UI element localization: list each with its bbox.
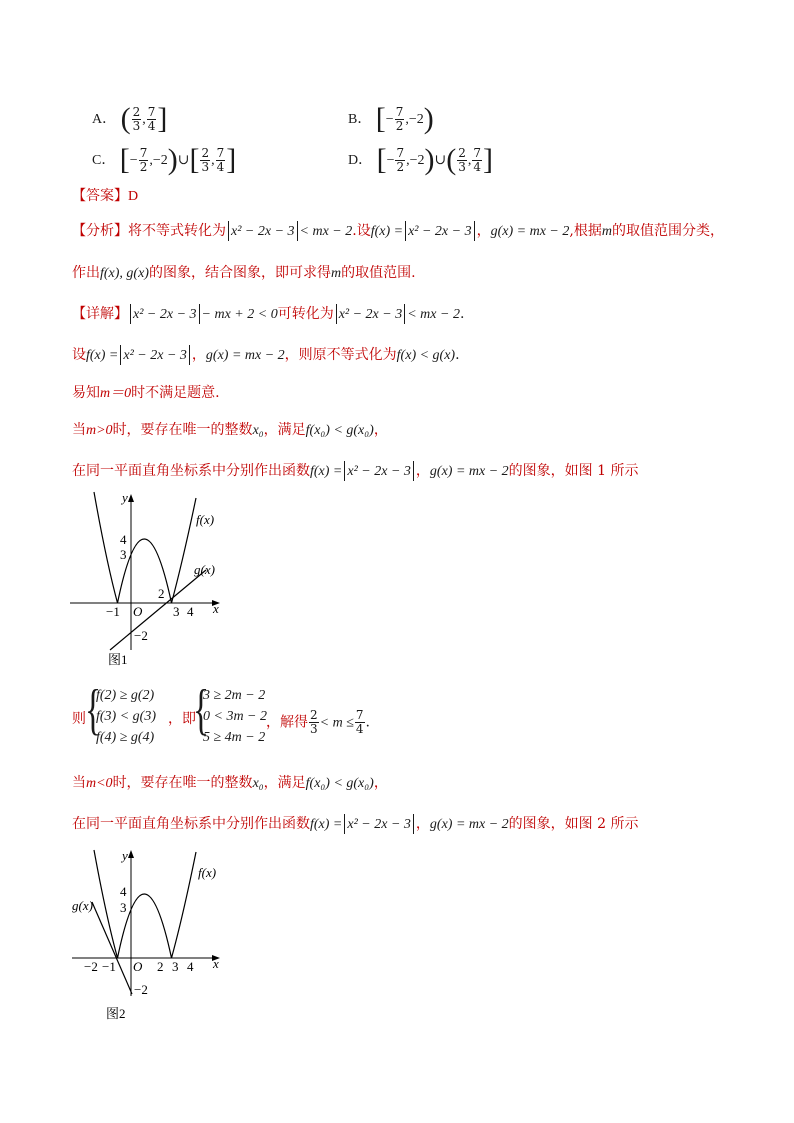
tick-y-4: 4 — [120, 532, 127, 547]
system-ie: ，即 — [168, 711, 196, 727]
tick-y-3: 3 — [120, 900, 127, 915]
detail-line-2: 设f(x) = x² − 2x − 3 ，g(x) = mx − 2，则原不等式化为f(x) < g(x). — [72, 347, 460, 363]
answer-line — [72, 186, 138, 207]
figure-2-caption: 图2 — [106, 1006, 126, 1021]
answer-value: D — [128, 189, 139, 204]
sys2-line-1: 3 ≥ 2m − 2 — [203, 688, 266, 703]
g-label: g(x) — [194, 562, 215, 577]
tick-2: 2 — [158, 586, 165, 601]
fraction-7-2: $\frac{7}{2}$ — [395, 104, 404, 133]
y-axis-label: y — [122, 848, 128, 863]
option-a-label: A． — [92, 112, 117, 127]
detail-line-4: 当m>0时，要存在唯一的整数x₀，满足f(x₀) < g(x₀)， — [72, 422, 388, 438]
brace-2: { — [193, 679, 210, 741]
analysis-label: 【分析】 — [72, 223, 128, 239]
tick-y-m2: −2 — [134, 628, 148, 643]
option-c-label: C． — [92, 153, 116, 168]
detail-line-5: 在同一平面直角坐标系中分别作出函数f(x) = x² − 2x − 3 ，g(x) = mx − 2的图象，如图 1 所示 — [72, 463, 639, 479]
detail-label: 【详解】 — [72, 306, 128, 322]
option-b-label: B． — [348, 112, 372, 127]
detail-line-1: 【详解】 x² − 2x − 3 − mx + 2 < 0可转化为 x² − 2x − 3 < mx − 2. — [72, 306, 465, 322]
origin-label: O — [133, 604, 143, 619]
system-solution: ，解得 $\frac{2}{3}$ < m ≤ $\frac{7}{4}$ . — [266, 708, 370, 736]
detail-line-8: 在同一平面直角坐标系中分别作出函数f(x) = x² − 2x − 3 ，g(x) = mx − 2的图象，如图 2 所示 — [72, 816, 639, 832]
brace-1: { — [85, 679, 102, 741]
option-c: C． [− $\frac{7}{2}$ ,−2)∪[ $\frac{2}{3}$ , $\frac{7}{4}$ ] — [92, 143, 237, 176]
sys1-line-3: f(4) ≥ g(4) — [96, 730, 155, 745]
tick-x-3: 3 — [173, 604, 180, 619]
analysis-line-2: 作出f(x), g(x)的图象，结合图象，即可求得m的取值范围. — [72, 265, 416, 281]
sys1-line-1: f(2) ≥ g(2) — [96, 688, 155, 703]
f-label: f(x) — [196, 512, 215, 527]
tick-y-3: 3 — [120, 547, 127, 562]
fraction-7-4: $\frac{7}{4}$ — [147, 104, 156, 133]
tick-x-m1: −1 — [106, 604, 120, 619]
tick-y-4: 4 — [120, 884, 127, 899]
figure-2 — [66, 846, 236, 1026]
option-b: B． [− $\frac{7}{2}$ ,−2) — [348, 102, 434, 135]
option-d-label: D． — [348, 153, 373, 168]
tick-x-m2: −2 — [84, 959, 98, 974]
fraction-2-3: $\frac{2}{3}$ — [132, 104, 141, 133]
y-axis-label: y — [122, 490, 128, 505]
tick-x-2: 2 — [157, 959, 164, 974]
x-axis-label: x — [213, 601, 219, 616]
origin-label: O — [133, 959, 143, 974]
sys2-line-2: 0 < 3m − 2 — [203, 709, 268, 724]
detail-line-3: 易知m＝0时不满足题意. — [72, 385, 220, 401]
tick-x-m1: −1 — [102, 959, 116, 974]
g-line — [92, 902, 132, 994]
detail-line-7: 当m<0时，要存在唯一的整数x₀，满足f(x₀) < g(x₀)， — [72, 775, 388, 791]
tick-x-4: 4 — [187, 959, 194, 974]
f-curve — [94, 492, 196, 603]
tick-x-4: 4 — [187, 604, 194, 619]
tick-y-m2: −2 — [134, 982, 148, 997]
union-symbol: ∪ — [177, 153, 190, 168]
answer-label: 【答案】 — [72, 188, 128, 204]
option-d: D． [− $\frac{7}{2}$ ,−2)∪( $\frac{2}{3}$ , $\frac{7}{4}$ ] — [348, 143, 494, 176]
option-a: A． ( $\frac{2}{3}$ , $\frac{7}{4}$ ] — [92, 102, 168, 135]
x-axis-label: x — [213, 956, 219, 971]
f-label: f(x) — [198, 865, 217, 880]
analysis-line-1: 【分析】将不等式转化为 x² − 2x − 3 < mx − 2.设f(x) = x² − 2x − 3 ，g(x) = mx − 2,根据m的取值范围分类， — [72, 223, 724, 239]
system-then: 则 — [72, 711, 86, 727]
g-label: g(x) — [72, 898, 93, 913]
sys2-line-3: 5 ≥ 4m − 2 — [203, 730, 266, 745]
tick-x-3: 3 — [172, 959, 179, 974]
figure-1 — [66, 490, 236, 670]
sys1-line-2: f(3) < g(3) — [96, 709, 156, 724]
figure-1-caption: 图1 — [108, 652, 128, 667]
